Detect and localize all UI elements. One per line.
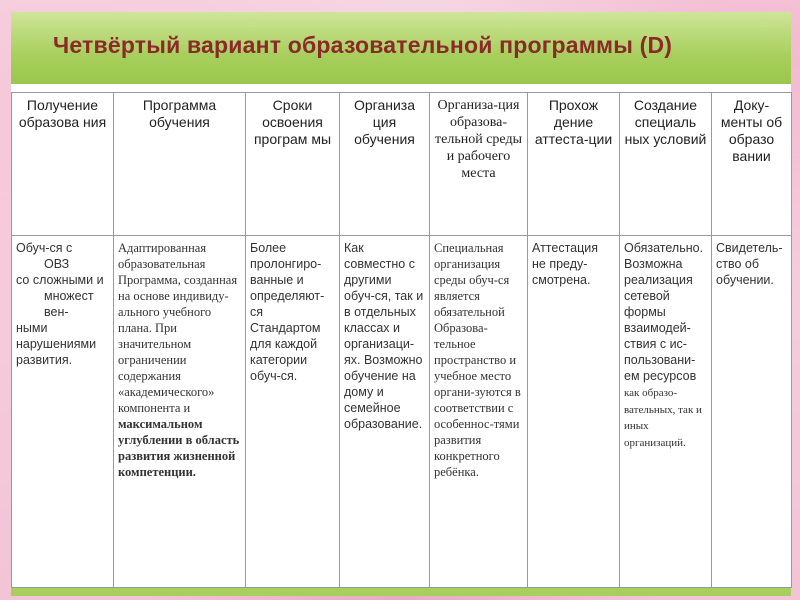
special-conditions-text: Обязательно. Возможна реализация сетевой формы взаимодей-ствия с ис-пользовани-ем ресурсов: [624, 241, 704, 383]
environment-cell: Специальная организация среды обуч-ся является обязательной Образова-тельное пространство и учебное место органи-зуются в соответствии с особеннос-тями развития конкретного ребёнка.: [430, 236, 528, 588]
program-text: Адаптированная образовательная Программа, созданная на основе индивиду-ального учебного плана. При значительном ограничении содержания «академического» компонента и: [118, 241, 238, 415]
header-cell: Сроки освоения програм мы: [246, 93, 340, 236]
slide: [11, 12, 791, 596]
program-table: [11, 92, 792, 588]
special-conditions-cell: [620, 236, 712, 588]
education-text: со сложными и: [16, 273, 104, 287]
header-cell: Доку-менты об образо вании: [712, 93, 792, 236]
header-cell: Программа обучения: [114, 93, 246, 236]
education-cell: [12, 236, 114, 588]
header-cell: Организа ция обучения: [340, 93, 430, 236]
duration-cell: Более пролонгиро-ванные и определяют-ся Стандартом для каждой категории обуч-ся.: [246, 236, 340, 588]
header-row: [12, 93, 792, 236]
content-row: [12, 236, 792, 588]
program-text-bold: максимальном углублении в область развития жизненной компетенции.: [118, 417, 240, 479]
education-text: ными нарушениями развития.: [16, 321, 97, 367]
education-text: ОВЗ: [44, 257, 70, 271]
slide-title: Четвёртый вариант образовательной программы (D): [53, 32, 673, 58]
organization-cell: Как совместно с другими обуч-ся, так и в отдельных классах и организаци-ях. Возможно обучение на дому и семейное образование.: [340, 236, 430, 588]
education-text: Обуч-ся с: [16, 241, 73, 255]
attestation-cell: Аттестация не преду-смотрена.: [528, 236, 620, 588]
special-conditions-text: как образо-вательных, так и иных организаций.: [624, 387, 702, 449]
program-cell: [114, 236, 246, 588]
title-bar: [11, 12, 791, 84]
header-cell: Организа-ция образова-тельной среды и рабочего места: [430, 93, 528, 236]
header-cell: Получение образова ния: [12, 93, 114, 236]
header-cell: Прохож дение аттеста-ции: [528, 93, 620, 236]
header-cell: Создание специаль ных условий: [620, 93, 712, 236]
bottom-band: [11, 588, 791, 596]
documents-cell: Свидетель-ство об обучении.: [712, 236, 792, 588]
education-text: множест вен-: [44, 289, 94, 319]
